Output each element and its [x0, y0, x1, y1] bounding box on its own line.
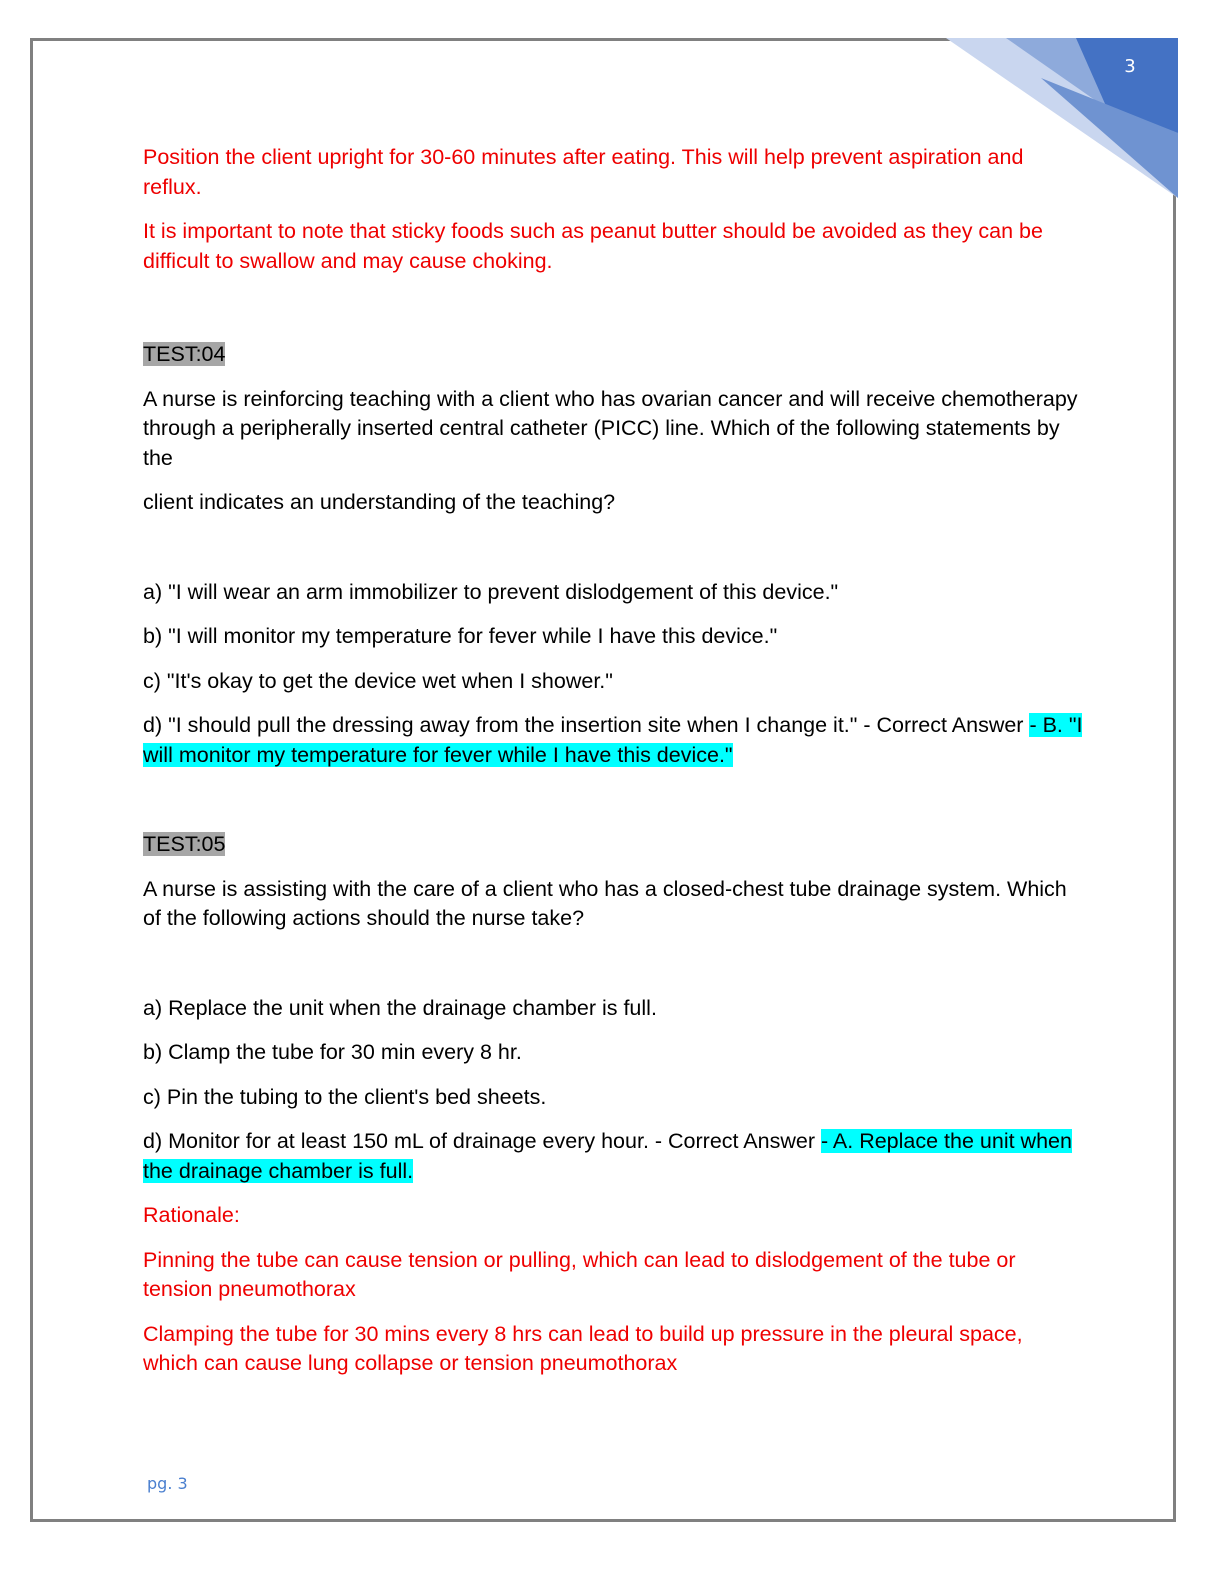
test04-option-d-text: d) "I should pull the dressing away from the insertion site when I change it." - Correct Answer	[143, 713, 1030, 737]
test05-option-c: c) Pin the tubing to the client's bed sheets.	[143, 1084, 547, 1109]
test05-question: A nurse is assisting with the care of a client who has a closed-chest tube drainage system. Which of the following actions should the nurse take?	[143, 876, 1067, 930]
test04-option-a: a) "I will wear an arm immobilizer to prevent dislodgement of this device."	[143, 579, 839, 604]
test05-option-d	[143, 1127, 1083, 1186]
test04-label: TEST:04	[143, 342, 226, 366]
rationale-2: Clamping the tube for 30 mins every 8 hrs can lead to build up pressure in the pleural space, which can cause lung collapse or tension pneumothorax	[143, 1321, 1023, 1375]
test04-question: A nurse is reinforcing teaching with a client who has ovarian cancer and will receive chemotherapy through a peripherally inserted central catheter (PICC) line. Which of the following statements by the	[143, 386, 1078, 470]
test04-option-b: b) "I will monitor my temperature for fever while I have this device."	[143, 624, 778, 648]
footer-page-label: pg. 3	[147, 1474, 188, 1493]
test04-question-cont: client indicates an understanding of the teaching?	[143, 490, 616, 514]
test04-option-d	[143, 711, 1083, 770]
test05-option-a: a) Replace the unit when the drainage chamber is full.	[143, 995, 657, 1020]
test04-option-c: c) "It's okay to get the device wet when I shower."	[143, 668, 613, 693]
intro-paragraph-1: Position the client upright for 30-60 minutes after eating. This will help prevent aspiration and reflux.	[143, 145, 1024, 199]
rationale-label: Rationale:	[143, 1203, 240, 1227]
intro-paragraph-2: It is important to note that sticky foods such as peanut butter should be avoided as they can be difficult to swallow and may cause choking.	[143, 219, 1043, 273]
test04-heading	[143, 340, 1083, 370]
document-body	[143, 143, 1083, 1379]
rationale-1: Pinning the tube can cause tension or pulling, which can lead to dislodgement of the tube or tension pneumothorax	[143, 1247, 1016, 1301]
test05-option-d-text: d) Monitor for at least 150 mL of drainage every hour. - Correct Answer	[143, 1129, 821, 1153]
test05-heading	[143, 830, 1083, 860]
test05-label: TEST:05	[143, 832, 226, 856]
test05-option-b: b) Clamp the tube for 30 min every 8 hr.	[143, 1040, 522, 1064]
page-number-top: 3	[1124, 56, 1136, 77]
test05-correct-answer: - A. Replace the unit when the drainage chamber is full.	[143, 1129, 1072, 1183]
test04-correct-answer: - B. "I will monitor my temperature for fever while I have this device."	[143, 713, 1083, 767]
